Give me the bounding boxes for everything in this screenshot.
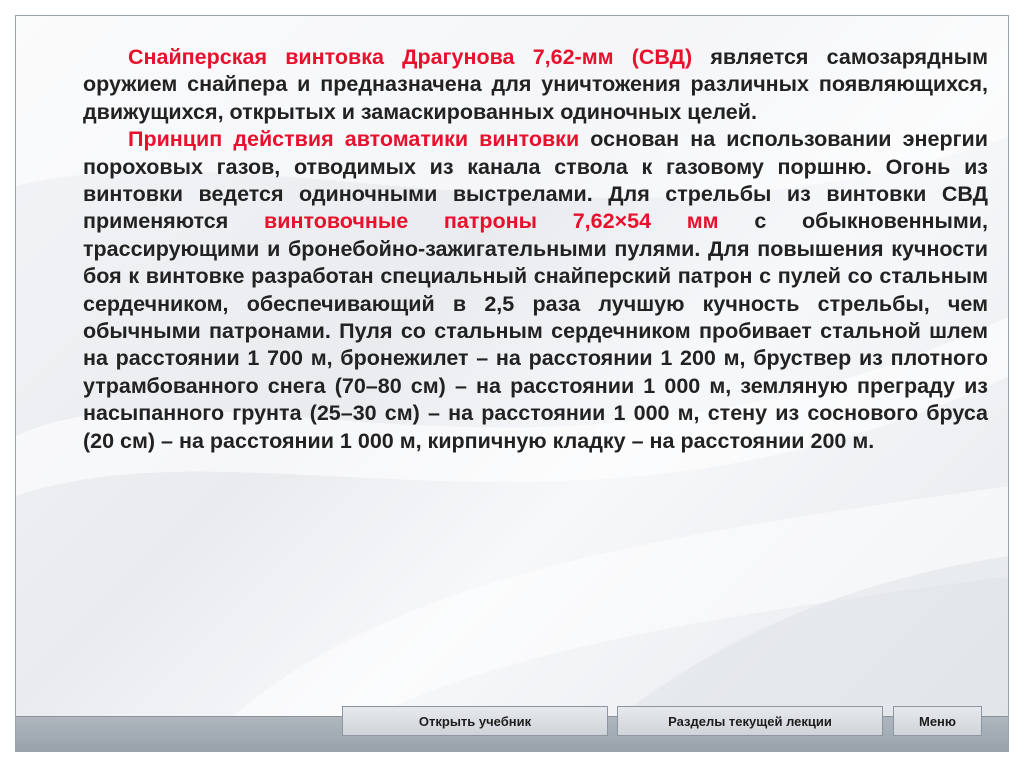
paragraph-2-highlight-cartridges: винтовочные патроны 7,62×54 мм [264,209,719,234]
menu-button[interactable]: Меню [893,706,982,736]
paragraph-1-highlight: Снайперская винтовка Драгунова 7,62-мм (СВД) [128,45,693,69]
slide-frame [15,15,1009,752]
paragraph-2-highlight-principle: Принцип действия автоматики винтовки [128,127,580,152]
paragraph-2 [83,126,988,455]
open-textbook-button[interactable]: Открыть учебник [342,706,608,736]
lecture-sections-button[interactable]: Разделы текущей лекции [617,706,883,736]
paragraph-1-text: является самозарядным оружием снайпера и предназначена для уничтожения различных появляющихся, движущихся, открытых и замаскированных одиночных целей. [83,45,988,124]
paragraph-2-text-part-1: основан на использовании энергии пороховых газов, отводимых из канала ствола к газовому поршню. Огонь из винтовки ведется одиночными выстрелами. Для стрельбы из винтовки СВД применяются [83,127,988,234]
paragraph-2-text-part-2: с обыкновенными, трассирующими и бронебойно-зажигательными пулями. Для повышения кучности боя к винтовке разработан специальный снайперский патрон с пулей со стальным сердечником, обеспечивающий в 2,5 раза лучшую кучность стрельбы, чем обычными патронами. Пуля со стальным сердечником пробивает стальной шлем на расстоянии 1 700 м, бронежилет – на расстоянии 1 200 м, бруствер из плотного утрамбованного снега (70–80 см) – на расстоянии 1 000 м, земляную преграду из насыпанного грунта (25–30 см) – на расстоянии 1 000 м, стену из соснового бруса (20 см) – на расстоянии 1 000 м, кирпичную кладку – на расстоянии 200 м. [83,209,988,453]
slide-body-text [83,44,988,455]
paragraph-1 [83,44,988,126]
